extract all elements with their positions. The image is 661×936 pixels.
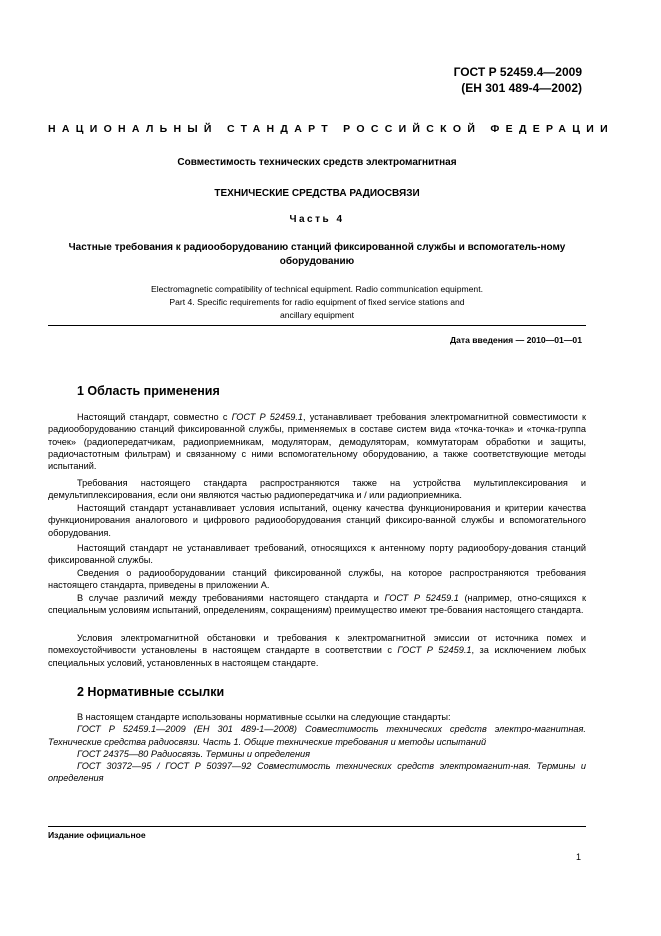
standard-code-line2: (ЕН 301 489-4—2002) (461, 81, 582, 95)
english-title-line1: Electromagnetic compatibility of technical equipment. Radio communication equipment. (151, 284, 483, 294)
section1-p6-reference: ГОСТ Р 52459.1 (384, 593, 459, 603)
section2-title: 2 Нормативные ссылки (77, 685, 225, 699)
title-divider (48, 325, 586, 326)
section1-paragraph2 (48, 477, 586, 502)
section1-paragraph7 (48, 632, 586, 669)
section1-p2-text: Требования настоящего стандарта распространяются также на устройства мультиплексирования и демультиплексирования, если они являются частью радиопередатчика и / или радиоприемника. (48, 478, 586, 501)
national-standard-banner: НАЦИОНАЛЬНЫЙ СТАНДАРТ РОССИЙСКОЙ ФЕДЕРАЦИИ (48, 123, 614, 135)
section1-paragraph5 (48, 567, 586, 592)
standard-code (454, 64, 582, 96)
title-part: Часть 4 (289, 214, 345, 225)
normative-references (48, 711, 586, 785)
section1-p4-text: Настоящий стандарт не устанавливает требований, относящихся к антенному порту радиообору-дования станций фиксированной службы. (48, 543, 586, 566)
reference-item-text: ГОСТ 30372—95 / ГОСТ Р 50397—92 Совместимость технических средств электромагнит-ная. Термины и определения (48, 761, 586, 784)
references-intro-text: В настоящем стандарте использованы нормативные ссылки на следующие стандарты: (77, 712, 451, 722)
section1-p1-reference: ГОСТ Р 52459.1 (231, 412, 304, 422)
section1-p1-text-b: , устанавливает требования электромагнитной совместимости к радиооборудованию станций фиксированной службы, применяемых в составе систем вида «точка-точка» и «точка-группа точек» (радиопередатчикам, радиоприемникам, модуляторам, демодуляторам, коммутаторам обработки и защиты, радиочастотным фильтрам) и связанному с ними вспомогательному оборудованию, а также соответствующие методы испытаний. (48, 412, 586, 472)
section1-paragraph3 (48, 502, 586, 539)
reference-item (48, 760, 586, 785)
section1-p5-text: Сведения о радиооборудовании станций фиксированной службы, на которое распространяются требования настоящего стандарта, приведены в приложении А. (48, 568, 586, 591)
section1-p7-text-b: , за исключением любых специальных условий, установленных в настоящем стандарте. (48, 645, 586, 668)
section1-p6-text-a: В случае различий между требованиями настоящего стандарта и (77, 593, 385, 603)
reference-item-text: ГОСТ 24375—80 Радиосвязь. Термины и определения (77, 748, 311, 759)
section1-paragraph1 (48, 411, 586, 472)
standard-code-line1: ГОСТ Р 52459.4—2009 (453, 65, 582, 79)
section1-p7-reference: ГОСТ Р 52459.1 (397, 645, 472, 656)
section1-title: 1 Область применения (77, 384, 220, 398)
page-number: 1 (575, 852, 581, 862)
title-line1: Совместимость технических средств электромагнитная (177, 157, 457, 168)
title-line2: ТЕХНИЧЕСКИЕ СРЕДСТВА РАДИОСВЯЗИ (214, 188, 420, 199)
reference-item (48, 723, 586, 748)
footer-divider (48, 826, 586, 827)
title-subtitle: Частные требования к радиооборудованию станций фиксированной службы и вспомогатель-ному оборудованию (68, 242, 566, 267)
references-intro (48, 711, 586, 723)
english-title-line2: Part 4. Specific requirements for radio equipment of fixed service stations and (169, 297, 465, 307)
section1-p6-text-b: (например, отно-сящихся к специальным условиям испытаний, определениям, сокращениям) преимущество имеют тре-бования настоящего стандарта. (48, 593, 586, 616)
section1-p1-text-a: Настоящий стандарт, совместно с (77, 412, 232, 422)
official-edition-label: Издание официальное (48, 830, 146, 840)
section1-paragraph4 (48, 542, 586, 567)
section1-p3-text: Настоящий стандарт устанавливает условия испытаний, оценку качества функционирования и критерии качества функционирования аналогового и цифрового радиооборудования станций фиксиро-ванной службы и вспомогательного оборудования. (48, 503, 586, 538)
reference-item (48, 748, 586, 760)
section1-paragraph6 (48, 592, 586, 617)
reference-item-text: ГОСТ Р 52459.1—2009 (ЕН 301 489-1—2008) Совместимость технических средств электро-магнитная. Технические средства радиосвязи. Часть 1. Общие технические требования и методы испытаний (48, 724, 586, 747)
english-title (105, 283, 529, 322)
section1-p7-text-a: Условия электромагнитной обстановки и требования к электромагнитной эмиссии от источника помех и помехоустойчивости установлены в настоящем стандарте в соответствии с (48, 633, 586, 656)
english-title-line3: ancillary equipment (279, 310, 355, 320)
introduction-date: Дата введения — 2010—01—01 (449, 335, 582, 345)
